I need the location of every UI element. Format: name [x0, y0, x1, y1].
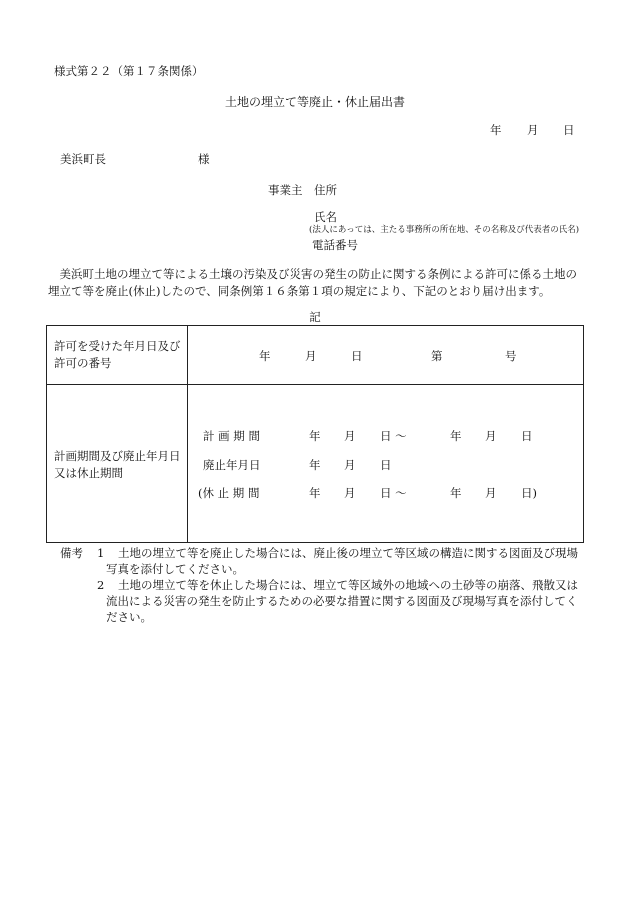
note-1-line-2: 写真を添付してください。	[106, 562, 244, 576]
date-day-label: 日	[563, 123, 575, 137]
form-number: 様式第２２（第１７条関係）	[54, 64, 204, 78]
row2-label-line-1: 計画期間及び廃止年月日	[54, 449, 181, 463]
plan-end-year-field[interactable]: 年	[450, 429, 462, 443]
suspend-end-month-field[interactable]: 月	[485, 486, 497, 500]
permit-year-field[interactable]: 年	[259, 349, 271, 363]
plan-start-month-field[interactable]: 月	[344, 429, 356, 443]
addressee-honorific: 様	[198, 152, 210, 166]
suspend-start-year-field[interactable]: 年	[309, 486, 321, 500]
plan-start-day-field[interactable]: 日 〜	[380, 429, 407, 443]
suspend-end-day-field[interactable]: 日)	[521, 486, 537, 500]
ki-heading: 記	[309, 310, 321, 324]
note-1-number: 1	[97, 546, 105, 560]
suspend-period-label: (休 止 期 間	[198, 486, 260, 500]
abolish-month-field[interactable]: 月	[344, 458, 356, 472]
permit-number-prefix: 第	[431, 349, 443, 363]
body-text-line-2: 埋立て等を廃止(休止)したので、同条例第１６条第１項の規定により、下記のとおり届け出ます。	[48, 284, 551, 298]
date-month-label: 月	[527, 123, 539, 137]
note-2-line-1: 土地の埋立て等を休止した場合には、埋立て等区域外の地域への土砂等の崩落、飛散又は	[118, 578, 578, 592]
addressee-name: 美浜町長	[60, 152, 106, 166]
form-table	[46, 325, 584, 543]
suspend-end-year-field[interactable]: 年	[450, 486, 462, 500]
row1-label-line-2: 許可の番号	[54, 356, 112, 370]
note-2-line-3: ださい。	[106, 610, 152, 624]
plan-end-day-field[interactable]: 日	[521, 429, 533, 443]
applicant-name-label: 氏名	[314, 210, 337, 224]
note-1-line-1: 土地の埋立て等を廃止した場合には、廃止後の埋立て等区域の構造に関する図面及び現場	[118, 546, 578, 560]
plan-start-year-field[interactable]: 年	[309, 429, 321, 443]
suspend-start-month-field[interactable]: 月	[344, 486, 356, 500]
abolish-year-field[interactable]: 年	[309, 458, 321, 472]
suspend-start-day-field[interactable]: 日 〜	[380, 486, 407, 500]
notes-label: 備考	[60, 546, 83, 560]
page-title: 土地の埋立て等廃止・休止届出書	[224, 95, 405, 109]
permit-day-field[interactable]: 日	[351, 349, 363, 363]
permit-month-field[interactable]: 月	[305, 349, 317, 363]
table-row-divider	[47, 384, 583, 385]
note-2-line-2: 流出による災害の発生を防止するための必要な措置に関する図面及び現場写真を添付してく	[106, 594, 578, 608]
abolish-date-label: 廃止年月日	[203, 458, 261, 472]
note-2-number: 2	[97, 578, 105, 592]
table-column-divider	[187, 326, 188, 542]
applicant-address-label: 事業主 住所	[268, 183, 337, 197]
plan-period-label: 計 画 期 間	[203, 429, 260, 443]
plan-end-month-field[interactable]: 月	[485, 429, 497, 443]
permit-number-field[interactable]: 号	[505, 349, 517, 363]
applicant-phone-label: 電話番号	[312, 238, 358, 252]
date-year-label: 年	[490, 123, 502, 137]
row2-label-line-2: 又は休止期間	[54, 466, 123, 480]
abolish-day-field[interactable]: 日	[380, 458, 392, 472]
applicant-name-note: (法人にあっては、主たる事務所の所在地、その名称及び代表者の氏名)	[309, 225, 580, 235]
row1-label-line-1: 許可を受けた年月日及び	[54, 339, 181, 353]
body-text-line-1: 美浜町土地の埋立て等による土壌の汚染及び災害の発生の防止に関する条例による許可に係る土地の	[48, 267, 577, 281]
